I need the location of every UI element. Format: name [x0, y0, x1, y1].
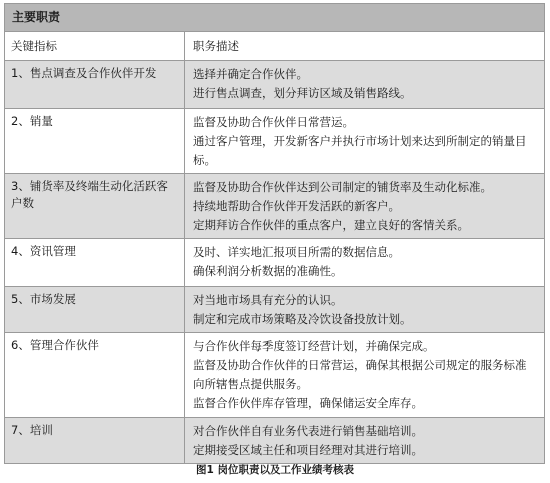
- desc-line: 与合作伙伴每季度签订经营计划，并确保完成。: [193, 339, 435, 353]
- desc-line: 对合作伙伴自有业务代表进行销售基础培训。: [193, 424, 423, 438]
- row-desc: [185, 61, 544, 108]
- desc-line: 选择并确定合作伙伴。: [193, 67, 308, 81]
- desc-line: 确保利润分析数据的准确性。: [193, 264, 343, 278]
- desc-line: 定期接受区域主任和项目经理对其进行培训。: [193, 443, 423, 457]
- row-key: 6、管理合作伙伴: [5, 333, 185, 417]
- desc-line: 进行售点调查，划分拜访区域及销售路线。: [193, 86, 412, 100]
- row-desc: [185, 109, 544, 173]
- row-key: 4、资讯管理: [5, 239, 185, 286]
- desc-line: 及时、详实地汇报项目所需的数据信息。: [193, 245, 400, 259]
- table-row: [5, 239, 544, 287]
- header-key: 关键指标: [5, 32, 185, 60]
- row-desc: [185, 287, 544, 332]
- row-desc: [185, 418, 544, 463]
- table-header-row: [5, 32, 544, 61]
- row-key: 2、销量: [5, 109, 185, 173]
- row-desc: [185, 239, 544, 286]
- row-key: 5、市场发展: [5, 287, 185, 332]
- desc-line: 持续地帮助合作伙伴开发活跃的新客户。: [193, 199, 400, 213]
- desc-line: 对当地市场具有充分的认识。: [193, 293, 343, 307]
- responsibilities-table: [4, 3, 545, 464]
- table-row: [5, 418, 544, 463]
- row-desc: [185, 333, 544, 417]
- row-key: 3、铺货率及终端生动化活跃客户数: [5, 174, 185, 238]
- table-row: [5, 109, 544, 174]
- desc-line: 监督合作伙伴库存管理，确保储运安全库存。: [193, 396, 423, 410]
- table-row: [5, 287, 544, 333]
- header-desc: 职务描述: [193, 39, 239, 53]
- row-key: 7、培训: [5, 418, 185, 463]
- table-row: [5, 174, 544, 239]
- desc-line: 通过客户管理，开发新客户并执行市场计划来达到所制定的销量目标。: [193, 134, 527, 167]
- desc-line: 定期拜访合作伙伴的重点客户，建立良好的客情关系。: [193, 218, 469, 232]
- table-row: [5, 61, 544, 109]
- table-row: [5, 333, 544, 418]
- row-key: 1、售点调查及合作伙伴开发: [5, 61, 185, 108]
- desc-line: 制定和完成市场策略及冷饮设备投放计划。: [193, 312, 412, 326]
- row-desc: [185, 174, 544, 238]
- desc-line: 监督及协助合作伙伴日常营运。: [193, 115, 354, 129]
- figure-caption: 图1 岗位职责以及工作业绩考核表: [196, 464, 354, 476]
- desc-line: 监督及协助合作伙伴的日常营运，确保其根据公司规定的服务标准向所辖售点提供服务。: [193, 358, 527, 391]
- desc-line: 监督及协助合作伙伴达到公司制定的铺货率及生动化标准。: [193, 180, 492, 194]
- table-title: 主要职责: [5, 4, 544, 32]
